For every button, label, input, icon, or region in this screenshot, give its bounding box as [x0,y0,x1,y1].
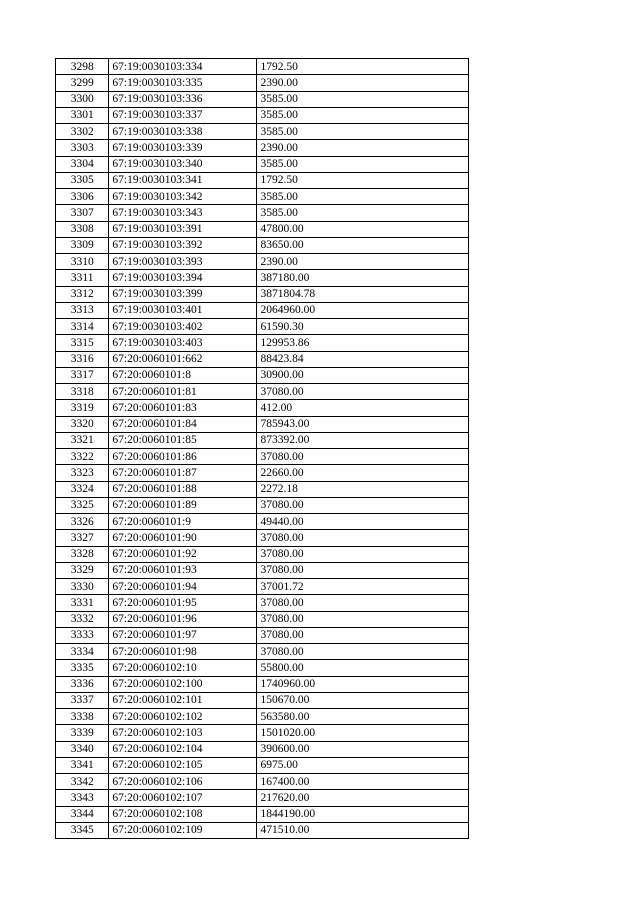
cadastral-value-cell: 37080.00 [257,611,469,627]
cadastral-value-cell: 217620.00 [257,790,469,806]
table-row [56,774,469,790]
cadastral-number-cell: 67:20:0060102:104 [109,741,257,757]
cadastral-number-cell: 67:20:0060101:96 [109,611,257,627]
row-number-cell: 3332 [56,611,109,627]
row-number-cell: 3331 [56,595,109,611]
table-row [56,611,469,627]
cadastral-value-cell: 37080.00 [257,627,469,643]
cadastral-number-cell: 67:19:0030103:336 [109,91,257,107]
document-page [55,58,469,839]
cadastral-number-cell: 67:19:0030103:339 [109,140,257,156]
cadastral-value-cell: 3585.00 [257,205,469,221]
cadastral-value-cell: 1792.50 [257,172,469,188]
cadastral-number-cell: 67:19:0030103:338 [109,124,257,140]
cadastral-number-cell: 67:20:0060101:95 [109,595,257,611]
row-number-cell: 3345 [56,822,109,838]
cadastral-value-cell: 3585.00 [257,124,469,140]
cadastral-number-cell: 67:20:0060102:102 [109,709,257,725]
cadastral-value-cell: 1844190.00 [257,806,469,822]
cadastral-value-cell: 129953.86 [257,335,469,351]
table-row [56,497,469,513]
table-row [56,270,469,286]
cadastral-number-cell: 67:20:0060101:87 [109,465,257,481]
cadastral-number-cell: 67:20:0060102:100 [109,676,257,692]
cadastral-value-cell: 387180.00 [257,270,469,286]
table-row [56,384,469,400]
cadastral-number-cell: 67:20:0060102:107 [109,790,257,806]
cadastral-value-cell: 3585.00 [257,107,469,123]
cadastral-value-cell: 2064960.00 [257,302,469,318]
row-number-cell: 3315 [56,335,109,351]
cadastral-number-cell: 67:20:0060101:83 [109,400,257,416]
row-number-cell: 3304 [56,156,109,172]
cadastral-number-cell: 67:20:0060101:9 [109,514,257,530]
cadastral-value-cell: 55800.00 [257,660,469,676]
table-row [56,562,469,578]
cadastral-value-cell: 150670.00 [257,692,469,708]
table-row [56,59,469,75]
cadastral-value-cell: 2272.18 [257,481,469,497]
row-number-cell: 3312 [56,286,109,302]
table-row [56,481,469,497]
row-number-cell: 3303 [56,140,109,156]
table-row [56,822,469,838]
row-number-cell: 3342 [56,774,109,790]
row-number-cell: 3327 [56,530,109,546]
table-row [56,124,469,140]
cadastral-value-cell: 37080.00 [257,562,469,578]
table-row [56,286,469,302]
cadastral-number-cell: 67:19:0030103:337 [109,107,257,123]
table-row [56,757,469,773]
cadastral-value-cell: 2390.00 [257,140,469,156]
row-number-cell: 3306 [56,189,109,205]
row-number-cell: 3325 [56,497,109,513]
cadastral-number-cell: 67:19:0030103:394 [109,270,257,286]
row-number-cell: 3333 [56,627,109,643]
table-row [56,432,469,448]
cadastral-value-cell: 167400.00 [257,774,469,790]
row-number-cell: 3302 [56,124,109,140]
cadastral-value-cell: 83650.00 [257,237,469,253]
table-row [56,91,469,107]
cadastral-number-cell: 67:19:0030103:391 [109,221,257,237]
cadastral-number-cell: 67:20:0060101:662 [109,351,257,367]
cadastral-value-cell: 37001.72 [257,579,469,595]
row-number-cell: 3308 [56,221,109,237]
row-number-cell: 3300 [56,91,109,107]
table-row [56,140,469,156]
table-row [56,351,469,367]
row-number-cell: 3335 [56,660,109,676]
row-number-cell: 3301 [56,107,109,123]
row-number-cell: 3340 [56,741,109,757]
cadastral-value-cell: 3871804.78 [257,286,469,302]
cadastral-value-cell: 37080.00 [257,384,469,400]
cadastral-value-cell: 37080.00 [257,595,469,611]
cadastral-number-cell: 67:20:0060101:89 [109,497,257,513]
row-number-cell: 3299 [56,75,109,91]
cadastral-number-cell: 67:20:0060102:108 [109,806,257,822]
cadastral-number-cell: 67:20:0060101:81 [109,384,257,400]
cadastral-number-cell: 67:20:0060101:8 [109,367,257,383]
table-body [56,59,469,839]
cadastral-number-cell: 67:20:0060101:85 [109,432,257,448]
cadastral-value-cell: 785943.00 [257,416,469,432]
cadastral-value-cell: 61590.30 [257,319,469,335]
cadastral-value-cell: 412.00 [257,400,469,416]
cadastral-value-cell: 37080.00 [257,497,469,513]
cadastral-number-cell: 67:19:0030103:403 [109,335,257,351]
cadastral-value-cell: 563580.00 [257,709,469,725]
cadastral-number-cell: 67:20:0060102:105 [109,757,257,773]
row-number-cell: 3298 [56,59,109,75]
table-row [56,400,469,416]
cadastral-value-cell: 3585.00 [257,189,469,205]
cadastral-value-cell: 471510.00 [257,822,469,838]
cadastral-value-cell: 37080.00 [257,449,469,465]
cadastral-value-cell: 22660.00 [257,465,469,481]
table-row [56,75,469,91]
cadastral-number-cell: 67:19:0030103:399 [109,286,257,302]
row-number-cell: 3311 [56,270,109,286]
table-row [56,335,469,351]
table-row [56,709,469,725]
cadastral-number-cell: 67:19:0030103:340 [109,156,257,172]
cadastral-number-cell: 67:20:0060101:92 [109,546,257,562]
cadastral-number-cell: 67:19:0030103:341 [109,172,257,188]
cadastral-number-cell: 67:20:0060102:109 [109,822,257,838]
row-number-cell: 3317 [56,367,109,383]
table-row [56,790,469,806]
cadastral-value-cell: 6975.00 [257,757,469,773]
table-row [56,416,469,432]
table-row [56,221,469,237]
table-row [56,205,469,221]
cadastral-number-cell: 67:20:0060101:84 [109,416,257,432]
cadastral-value-cell: 37080.00 [257,644,469,660]
cadastral-value-cell: 1792.50 [257,59,469,75]
cadastral-value-cell: 88423.84 [257,351,469,367]
cadastral-number-cell: 67:20:0060102:10 [109,660,257,676]
table-row [56,725,469,741]
cadastral-value-cell: 37080.00 [257,546,469,562]
row-number-cell: 3321 [56,432,109,448]
row-number-cell: 3305 [56,172,109,188]
cadastral-value-cell: 390600.00 [257,741,469,757]
cadastral-number-cell: 67:19:0030103:335 [109,75,257,91]
cadastral-number-cell: 67:19:0030103:402 [109,319,257,335]
cadastral-number-cell: 67:19:0030103:343 [109,205,257,221]
row-number-cell: 3341 [56,757,109,773]
row-number-cell: 3330 [56,579,109,595]
row-number-cell: 3318 [56,384,109,400]
cadastral-value-table [55,58,469,839]
table-row [56,579,469,595]
table-row [56,367,469,383]
cadastral-value-cell: 2390.00 [257,75,469,91]
row-number-cell: 3336 [56,676,109,692]
table-row [56,741,469,757]
row-number-cell: 3310 [56,254,109,270]
table-row [56,514,469,530]
cadastral-value-cell: 873392.00 [257,432,469,448]
row-number-cell: 3334 [56,644,109,660]
table-row [56,660,469,676]
row-number-cell: 3319 [56,400,109,416]
cadastral-number-cell: 67:20:0060101:98 [109,644,257,660]
cadastral-value-cell: 49440.00 [257,514,469,530]
cadastral-number-cell: 67:19:0030103:393 [109,254,257,270]
table-row [56,595,469,611]
cadastral-number-cell: 67:20:0060101:97 [109,627,257,643]
row-number-cell: 3314 [56,319,109,335]
table-row [56,676,469,692]
cadastral-number-cell: 67:19:0030103:401 [109,302,257,318]
row-number-cell: 3307 [56,205,109,221]
cadastral-number-cell: 67:20:0060102:106 [109,774,257,790]
table-row [56,302,469,318]
cadastral-value-cell: 1501020.00 [257,725,469,741]
cadastral-value-cell: 2390.00 [257,254,469,270]
table-row [56,546,469,562]
cadastral-value-cell: 1740960.00 [257,676,469,692]
cadastral-value-cell: 3585.00 [257,156,469,172]
row-number-cell: 3313 [56,302,109,318]
cadastral-number-cell: 67:19:0030103:334 [109,59,257,75]
table-row [56,189,469,205]
cadastral-number-cell: 67:20:0060101:93 [109,562,257,578]
cadastral-number-cell: 67:19:0030103:392 [109,237,257,253]
cadastral-number-cell: 67:20:0060101:88 [109,481,257,497]
table-row [56,254,469,270]
table-row [56,644,469,660]
cadastral-value-cell: 47800.00 [257,221,469,237]
row-number-cell: 3309 [56,237,109,253]
table-row [56,172,469,188]
cadastral-value-cell: 30900.00 [257,367,469,383]
cadastral-number-cell: 67:20:0060102:103 [109,725,257,741]
table-row [56,806,469,822]
row-number-cell: 3329 [56,562,109,578]
cadastral-value-cell: 3585.00 [257,91,469,107]
cadastral-number-cell: 67:19:0030103:342 [109,189,257,205]
row-number-cell: 3323 [56,465,109,481]
row-number-cell: 3337 [56,692,109,708]
table-row [56,156,469,172]
row-number-cell: 3328 [56,546,109,562]
row-number-cell: 3343 [56,790,109,806]
row-number-cell: 3316 [56,351,109,367]
row-number-cell: 3338 [56,709,109,725]
row-number-cell: 3344 [56,806,109,822]
table-row [56,107,469,123]
cadastral-value-cell: 37080.00 [257,530,469,546]
table-row [56,319,469,335]
cadastral-number-cell: 67:20:0060102:101 [109,692,257,708]
table-row [56,465,469,481]
table-row [56,627,469,643]
table-row [56,449,469,465]
row-number-cell: 3320 [56,416,109,432]
table-row [56,692,469,708]
cadastral-number-cell: 67:20:0060101:86 [109,449,257,465]
cadastral-number-cell: 67:20:0060101:90 [109,530,257,546]
row-number-cell: 3322 [56,449,109,465]
table-row [56,237,469,253]
row-number-cell: 3324 [56,481,109,497]
row-number-cell: 3326 [56,514,109,530]
cadastral-number-cell: 67:20:0060101:94 [109,579,257,595]
table-row [56,530,469,546]
row-number-cell: 3339 [56,725,109,741]
